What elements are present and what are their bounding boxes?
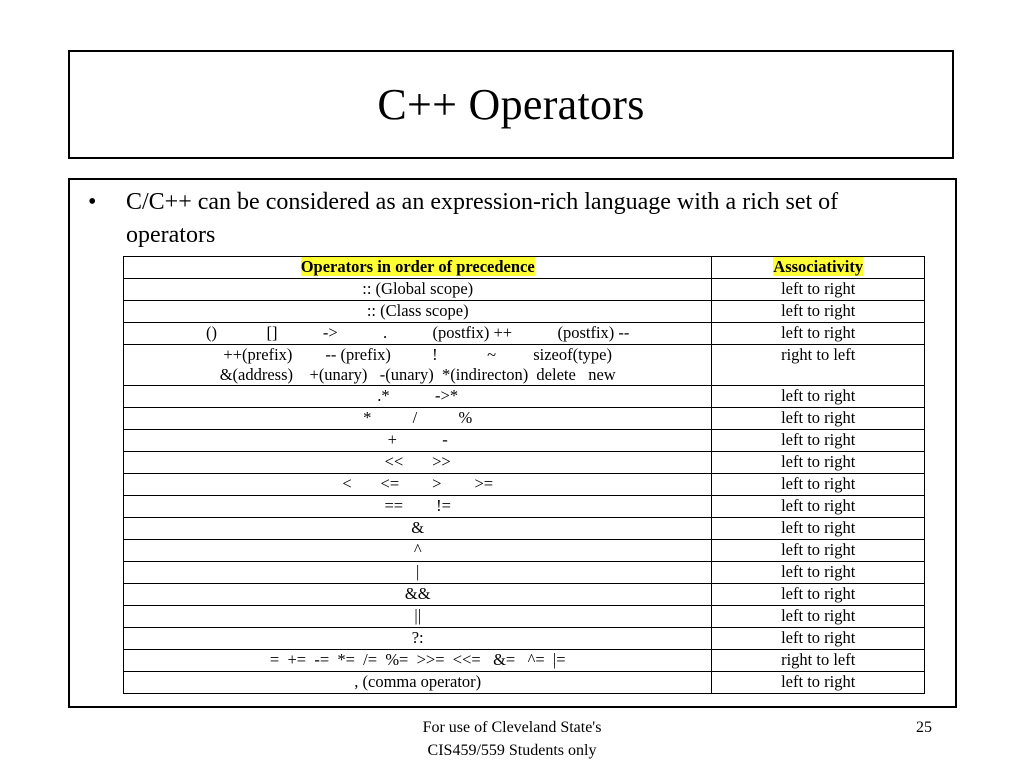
header-operators: Operators in order of precedence <box>124 257 712 279</box>
bullet-item <box>88 186 918 252</box>
associativity-cell: left to right <box>712 279 925 301</box>
associativity-cell: left to right <box>712 408 925 430</box>
footer-line-1: For use of Cleveland State's <box>422 719 602 736</box>
slide-title: C++ Operators <box>377 80 645 129</box>
associativity-cell: left to right <box>712 474 925 496</box>
table-row <box>124 474 925 496</box>
operator-cell: < <= > >= <box>124 474 712 496</box>
operator-cell: + - <box>124 430 712 452</box>
table-row <box>124 345 925 386</box>
table-row <box>124 430 925 452</box>
associativity-cell: left to right <box>712 540 925 562</box>
associativity-cell: left to right <box>712 323 925 345</box>
associativity-cell: left to right <box>712 562 925 584</box>
operator-cell: :: (Class scope) <box>124 301 712 323</box>
associativity-cell: left to right <box>712 628 925 650</box>
table-row <box>124 606 925 628</box>
table-row <box>124 408 925 430</box>
associativity-cell: left to right <box>712 301 925 323</box>
table-row <box>124 672 925 694</box>
footer-note <box>378 716 646 762</box>
associativity-cell: left to right <box>712 386 925 408</box>
associativity-cell: left to right <box>712 584 925 606</box>
page-number: 25 <box>916 719 932 736</box>
operator-cell: , (comma operator) <box>124 672 712 694</box>
table-row <box>124 518 925 540</box>
table-row <box>124 301 925 323</box>
associativity-cell: left to right <box>712 518 925 540</box>
title-box <box>68 50 954 159</box>
operator-precedence-table <box>123 256 925 694</box>
operator-cell: ?: <box>124 628 712 650</box>
associativity-cell: left to right <box>712 672 925 694</box>
associativity-cell: left to right <box>712 606 925 628</box>
table-row <box>124 628 925 650</box>
associativity-cell: right to left <box>712 345 925 386</box>
bullet-icon: • <box>88 189 97 215</box>
table-row <box>124 650 925 672</box>
header-associativity: Associativity <box>712 257 925 279</box>
content-box <box>68 178 957 708</box>
operator-cell: & <box>124 518 712 540</box>
table-row <box>124 562 925 584</box>
bullet-text: C/C++ can be considered as an expression-rich language with a rich set of operators <box>126 189 839 248</box>
table-row <box>124 540 925 562</box>
operator-cell: && <box>124 584 712 606</box>
operator-cell: .* ->* <box>124 386 712 408</box>
table-row <box>124 279 925 301</box>
associativity-cell: left to right <box>712 496 925 518</box>
operator-cell: ^ <box>124 540 712 562</box>
operator-cell: | <box>124 562 712 584</box>
operator-cell: << >> <box>124 452 712 474</box>
associativity-cell: left to right <box>712 452 925 474</box>
table-row <box>124 452 925 474</box>
footer-line-2: CIS459/559 Students only <box>427 742 597 759</box>
operator-cell: || <box>124 606 712 628</box>
table-row <box>124 386 925 408</box>
table-row <box>124 584 925 606</box>
operator-cell: * / % <box>124 408 712 430</box>
operator-cell: = += -= *= /= %= >>= <<= &= ^= |= <box>124 650 712 672</box>
table-row <box>124 323 925 345</box>
operator-cell: == != <box>124 496 712 518</box>
operator-cell: () [] -> . (postfix) ++ (postfix) -- <box>124 323 712 345</box>
operator-cell: ++(prefix) -- (prefix) ! ~ sizeof(type) &(address) +(unary) -(unary) *(indirecton) delete new <box>124 345 712 386</box>
table-row <box>124 496 925 518</box>
operator-cell: :: (Global scope) <box>124 279 712 301</box>
associativity-cell: left to right <box>712 430 925 452</box>
table-body <box>124 279 925 694</box>
associativity-cell: right to left <box>712 650 925 672</box>
table-header-row <box>124 257 925 279</box>
